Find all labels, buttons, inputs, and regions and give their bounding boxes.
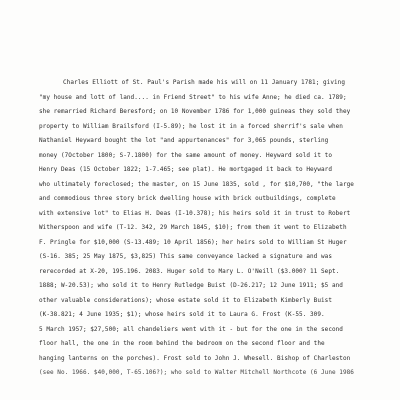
- text-line: with extensive lot" to Elias H. Deas (I-10.378); his heirs sold it in trust to Robert: [39, 209, 351, 217]
- text-line: Witherspoon and wife (T-12. 342, 29 March 1845, $10); from them it went to Elizabeth: [39, 224, 347, 231]
- text-line: (K-38.821; 4 June 1935; $1); whose heirs sold it to Laura G. Frost (K-55. 309.: [39, 311, 325, 318]
- text-line: rerecorded at X-20, 195.196. 2083. Huger sold to Mary L. O'Neill ($3.000? 11 Sept.: [39, 267, 340, 275]
- text-line: Henry Deas (15 October 1822; 1-7.465; see plat). He mortgaged it back to Heyward: [39, 166, 332, 173]
- text-line: (see No. 1966. $40,000, T-65.106?); who sold to Walter Mitchell Northcote (6 June 1986: [39, 369, 354, 376]
- text-line: Charles Elliott of St. Paul's Parish made his will on 11 January 1781; giving: [63, 79, 345, 86]
- text-line: she remarried Richard Beresford; on 10 November 1786 for 1,000 guineas they sold they: [39, 108, 351, 115]
- text-line: and commodious three story brick dwelling house with brick outbuildings, complete: [39, 195, 336, 202]
- text-line: floor hall, the one in the room behind the bedroom on the second floor and the: [39, 340, 325, 347]
- text-line: property to William Brailsford (I-5.89); he lost it in a forced sherrif's sale when: [39, 122, 343, 130]
- text-line: who ultimately foreclosed; the master, on 15 June 1835, sold , for $10,700, "the large: [39, 180, 354, 188]
- text-line: money (7October 1800; S-7.1800) for the same amount of money. Heyward sold it to: [39, 151, 332, 159]
- document-body: [39, 76, 395, 381]
- text-line: other valuable considerations); whose estate sold it to Elizabeth Kimberly Buist: [39, 296, 332, 304]
- text-line: Nathaniel Heyward bought the lot "and appurtenances" for 3,065 pounds, sterling: [39, 137, 329, 144]
- text-line: 1888; W-20.53); who sold it to Henry Rutledge Buist (D-26.217; 12 June 1911; $5 and: [39, 282, 343, 289]
- text-line: 5 March 1957; $27,500; all chandeliers went with it - but for the one in the second: [39, 325, 343, 333]
- text-line: hanging lanterns on the porches). Frost sold to John J. Whesell. Bishop of Charleston: [39, 354, 351, 362]
- text-line: "my house and lott of land.... in Friend Street" to his wife Anne; he died ca. 1789;: [39, 93, 347, 101]
- text-line: F. Pringle for $10,000 (S-13.489; 10 April 1856); her heirs sold to William St Huger: [39, 238, 347, 246]
- text-line: (S-16. 385; 25 May 1875, $3,825) This same conveyance lacked a signature and was: [39, 253, 332, 260]
